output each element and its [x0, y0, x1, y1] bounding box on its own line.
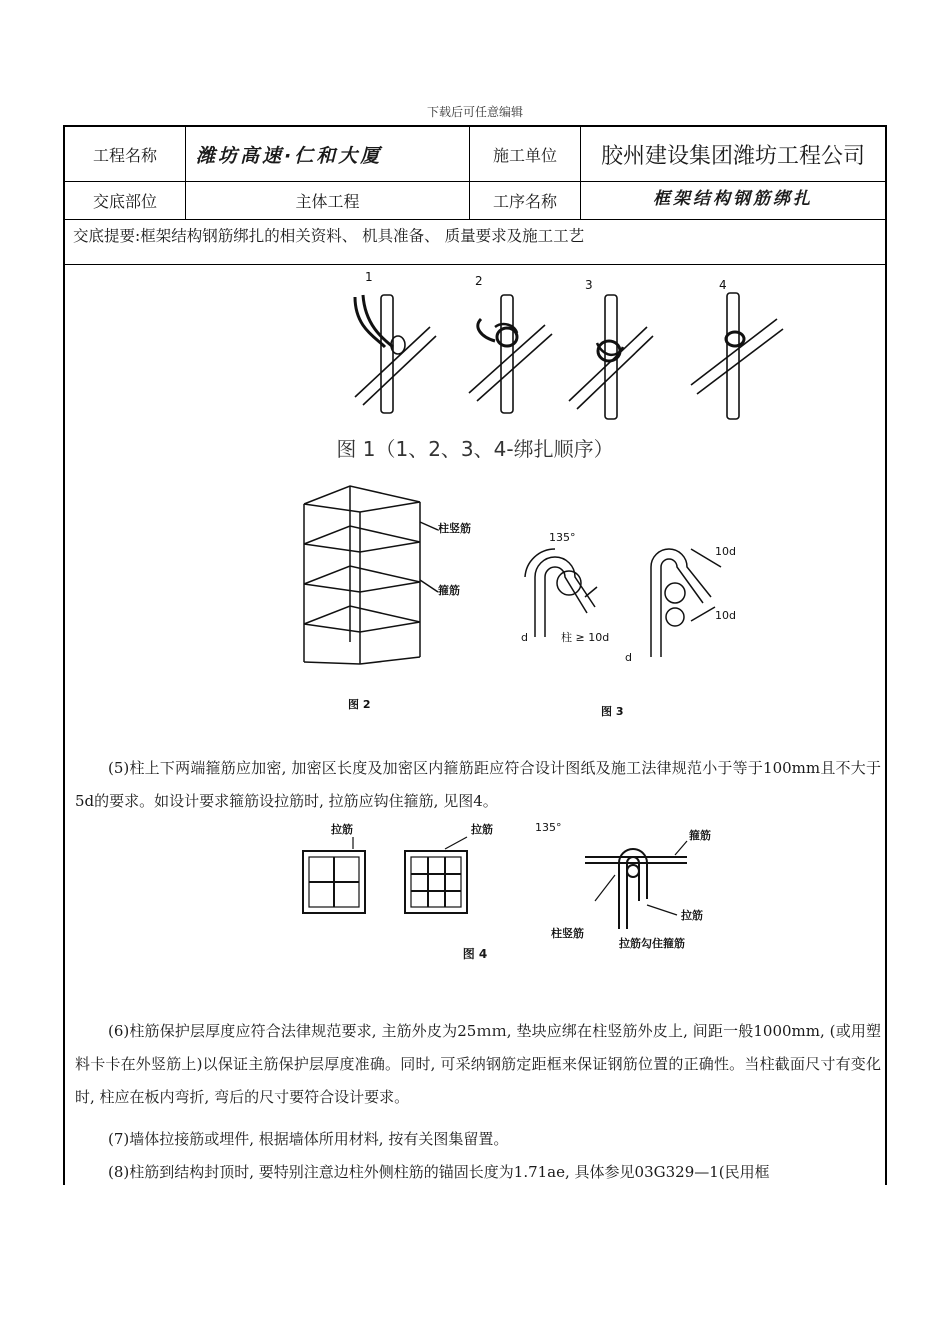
summary: 交底提要:框架结构钢筋绑扎的相关资料、 机具准备、 质量要求及施工工艺 — [65, 219, 885, 265]
constructor-value: 胶州建设集团潍坊工程公司 — [600, 143, 865, 169]
figure-1-caption: 图 1（1、2、3、4-绑扎顺序） — [336, 437, 614, 461]
project-name-cell — [186, 127, 470, 181]
paragraph-8: (8)柱筋到结构封顶时, 要特别注意边柱外侧柱筋的锚固长度为1.71ae, 具体参见03G329—1(民用框 — [108, 1163, 770, 1181]
header-row-1 — [65, 127, 885, 182]
figure-4-tie-label-1: 拉筋 — [331, 823, 353, 836]
step-label-2: 2 — [475, 274, 483, 288]
tie-step-2 — [469, 295, 552, 413]
figure-3-10d-bottom: 10d — [715, 609, 736, 622]
part-value: 主体工程 — [186, 181, 470, 219]
tie-step-3 — [569, 295, 653, 419]
part-label: 交底部位 — [65, 181, 186, 219]
figure-3-10d-top: 10d — [715, 545, 736, 558]
paragraph-7: (7)墙体拉接筋或埋件, 根据墙体所用材料, 按有关图集留置。 — [108, 1130, 509, 1148]
figure-2-caption: 图 2 — [348, 698, 371, 711]
figure-4-angle: 135° — [535, 821, 562, 834]
process-cell — [581, 181, 885, 219]
figure-3-column-note: 柱 ≥ 10d — [561, 631, 610, 644]
step-label-4: 4 — [719, 278, 727, 292]
constructor-label: 施工单位 — [470, 127, 581, 181]
figure-3-d-left: d — [521, 631, 528, 644]
step-label-1: 1 — [365, 270, 373, 284]
figure-4-hook-note: 拉筋勾住箍筋 — [619, 937, 685, 950]
figure-3-caption: 图 3 — [601, 705, 624, 718]
label-stirrup: 箍筋 — [438, 584, 460, 597]
step-label-3: 3 — [585, 278, 593, 292]
figure-3-hook-detail — [515, 527, 775, 727]
paragraph-6: (6)柱筋保护层厚度应符合法律规范要求, 主筋外皮为25ｍｍ, 垫块应绑在柱竖筋外皮上, 间距一般1000mm, (或用塑料卡卡在外竖筋上)以保证主筋保护层厚度准确。同时, 可采纳钢筋定距框来保证钢筋位置的正确性。当柱截面尺寸有变化时, 柱应在板内弯折, 弯后的尺寸要符合设计要求。 — [75, 1022, 881, 1106]
figure-4-caption: 图 4 — [462, 947, 488, 961]
constructor-cell — [581, 127, 885, 181]
process-label: 工序名称 — [470, 181, 581, 219]
paragraph-5: (5)柱上下两端箍筋应加密, 加密区长度及加密区内箍筋距应符合设计图纸及施工法律规范小于等于100mm且不大于5d的要求。如设计要求箍筋设拉筋时, 拉筋应钩住箍筋, 见图4。 — [75, 759, 881, 810]
figure-4-vertical-label: 柱竖筋 — [551, 927, 584, 940]
header-row-2 — [65, 181, 885, 220]
figure-4-tie-label-3: 拉筋 — [681, 909, 703, 922]
tie-step-4 — [691, 293, 783, 419]
process-value: 框架结构钢筋绑扎 — [653, 189, 813, 209]
project-name-label: 工程名称 — [65, 127, 186, 181]
figure-3-angle: 135° — [549, 531, 576, 544]
label-vertical-bar: 柱竖筋 — [438, 522, 471, 535]
disclosure-sheet — [63, 125, 887, 1185]
figure-2-column-cage — [290, 482, 490, 717]
project-name-value: 潍坊高速·仁和大厦 — [196, 144, 383, 167]
figure-3-d-right: d — [625, 651, 632, 664]
figure-4-tie-bars — [295, 819, 735, 964]
figure-4-tie-label-2: 拉筋 — [471, 823, 493, 836]
top-note: 下载后可任意编辑 — [426, 105, 523, 119]
tie-step-1 — [355, 295, 436, 413]
figure-4-stirrup-label: 箍筋 — [689, 829, 711, 842]
